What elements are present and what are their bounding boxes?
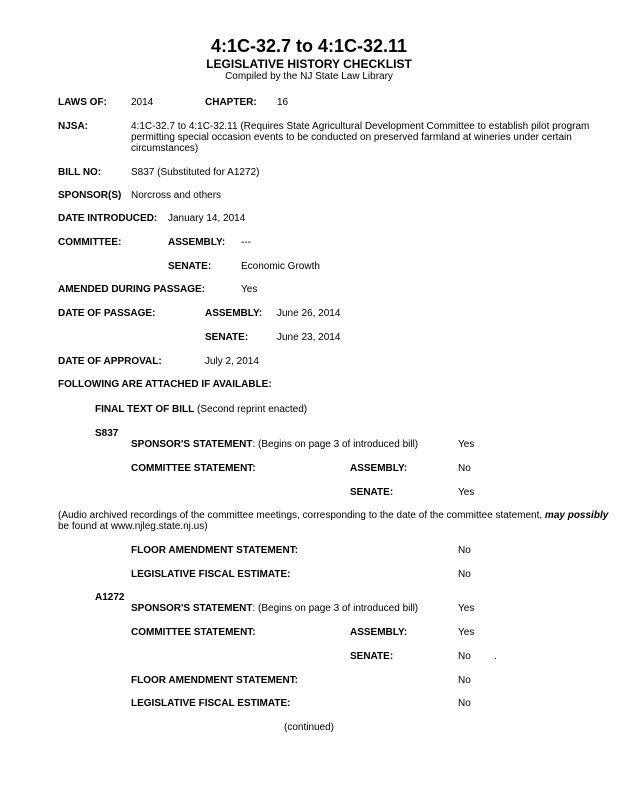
a1272-fiscal-estimate-value: No [458, 698, 471, 709]
s837-assembly-value: No [458, 463, 471, 474]
s837-fiscal-estimate-value: No [458, 569, 471, 580]
bill-no-value: S837 (Substituted for A1272) [131, 167, 260, 178]
njsa-line-2: permitting special occasion events to be conducted on preserved farmland at wineries under certain [131, 132, 572, 143]
s837-floor-amendment-label: FLOOR AMENDMENT STATEMENT: [131, 545, 299, 556]
amended-label: AMENDED DURING PASSAGE: [58, 284, 206, 295]
njsa-line-1: 4:1C-32.7 to 4:1C-32.11 (Requires State Agricultural Development Committee to establish pilot program [131, 121, 590, 132]
s837-senate-label: SENATE: [350, 487, 394, 498]
passage-assembly-label: ASSEMBLY: [205, 308, 263, 319]
a1272-sponsor-statement-value: Yes [458, 603, 475, 614]
s837-committee-statement-label: COMMITTEE STATEMENT: [131, 463, 256, 474]
njsa-line-3: circumstances) [131, 143, 199, 154]
a1272-floor-amendment-value: No [458, 675, 471, 686]
sponsors-value: Norcross and others [131, 190, 222, 201]
committee-label: COMMITTEE: [58, 237, 122, 248]
s837-sponsor-statement-row [131, 439, 418, 451]
s837-floor-amendment-value: No [458, 545, 471, 556]
passage-senate-value: June 23, 2014 [277, 332, 341, 343]
laws-of-label: LAWS OF: [58, 97, 107, 108]
a1272-assembly-value: Yes [458, 627, 475, 638]
page-title: 4:1C-32.7 to 4:1C-32.11 [210, 36, 408, 56]
a1272-senate-label: SENATE: [350, 651, 394, 662]
committee-assembly-label: ASSEMBLY: [168, 237, 226, 248]
compiled-by: Compiled by the NJ State Law Library [225, 71, 393, 82]
committee-senate-label: SENATE: [168, 261, 212, 272]
date-of-approval-value: July 2, 2014 [205, 356, 259, 367]
continued-note: (continued) [283, 722, 335, 733]
sponsors-label: SPONSOR(S) [58, 190, 122, 201]
a1272-fiscal-estimate-label: LEGISLATIVE FISCAL ESTIMATE: [131, 698, 291, 709]
committee-assembly-value: --- [241, 237, 251, 248]
following-attached-heading: FOLLOWING ARE ATTACHED IF AVAILABLE: [58, 379, 272, 390]
date-of-passage-label: DATE OF PASSAGE: [58, 308, 156, 319]
passage-assembly-value: June 26, 2014 [277, 308, 341, 319]
a1272-committee-statement-label: COMMITTEE STATEMENT: [131, 627, 256, 638]
s837-fiscal-estimate-label: LEGISLATIVE FISCAL ESTIMATE: [131, 569, 291, 580]
a1272-sponsor-statement-label: SPONSOR'S STATEMENT [131, 603, 253, 614]
passage-senate-label: SENATE: [205, 332, 249, 343]
committee-senate-value: Economic Growth [241, 261, 320, 272]
amended-value: Yes [241, 284, 258, 295]
a1272-assembly-label: ASSEMBLY: [350, 627, 408, 638]
bill-no-label: BILL NO: [58, 167, 102, 178]
a1272-sponsor-statement-row [131, 603, 418, 615]
chapter-value: 16 [277, 97, 289, 108]
s837-assembly-label: ASSEMBLY: [350, 463, 408, 474]
page-subtitle: LEGISLATIVE HISTORY CHECKLIST [206, 57, 412, 71]
s837-senate-value: Yes [458, 487, 475, 498]
chapter-label: CHAPTER: [205, 97, 257, 108]
date-introduced-label: DATE INTRODUCED: [58, 213, 158, 224]
njsa-label: NJSA: [58, 121, 89, 132]
audio-note-part-2: be found at www.njleg.state.nj.us) [58, 521, 208, 532]
final-text-note: (Second reprint enacted) [194, 404, 308, 415]
final-text-label: FINAL TEXT OF BILL [95, 404, 195, 415]
s837-sponsor-statement-note: : (Begins on page 3 of introduced bill) [252, 439, 419, 450]
a1272-heading: A1272 [95, 592, 125, 603]
date-of-approval-label: DATE OF APPROVAL: [58, 356, 162, 367]
s837-heading: S837 [95, 428, 119, 439]
laws-of-value: 2014 [131, 97, 154, 108]
audio-note-part-1: (Audio archived recordings of the committee meetings, corresponding to the date of the committee statement, [58, 510, 545, 521]
s837-sponsor-statement-value: Yes [458, 439, 475, 450]
a1272-senate-value: No [458, 651, 471, 662]
a1272-floor-amendment-label: FLOOR AMENDMENT STATEMENT: [131, 675, 299, 686]
date-introduced-value: January 14, 2014 [168, 213, 246, 224]
a1272-trailing-mark: . [494, 651, 497, 662]
a1272-sponsor-statement-note: : (Begins on page 3 of introduced bill) [252, 603, 419, 614]
final-text-row [95, 404, 307, 416]
audio-note-emphasis: may possibly [544, 510, 609, 521]
s837-sponsor-statement-label: SPONSOR'S STATEMENT [131, 439, 253, 450]
